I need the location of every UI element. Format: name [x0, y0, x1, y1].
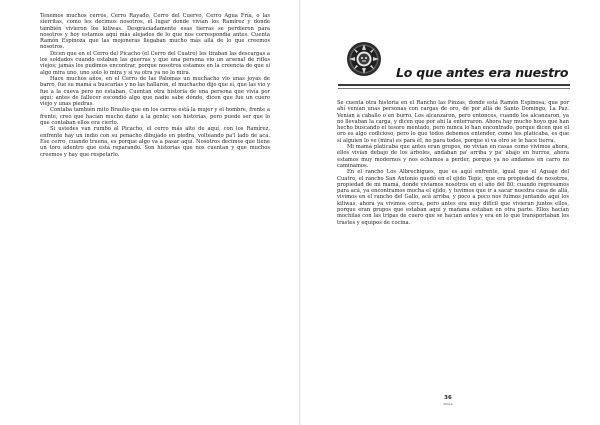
sun-stone-emblem-icon — [346, 41, 382, 77]
left-paragraph: Hace muchos años, en el Cerro de las Palomas un muchacho vio unas joyas de barro, fue su mamá a buscarlas y no las hallaron, el muchacho dijo que sí, que las vio y fue a la cueva pero no estaban. Cuentan otra historia de una persona que vivía por aquí; antes de fallecer escondió algo que nadie sabe dónde, dicen que fue un cuero viejo y unas piedras. — [40, 75, 270, 108]
right-paragraph: Mi mamá platicaba que antes eran grupos, no vivían en casas como vivimos ahora, ellos vivían debajo de los árboles, andaban pa' arriba y pa' abajo en burros, ahora estamos muy modernos y nos echamos a perder, porque ya no andamos en carro no caminamos. — [337, 144, 569, 169]
right-text-column — [337, 100, 569, 226]
left-text-column — [40, 13, 270, 158]
page-footer: kiliwa — [443, 402, 453, 406]
chapter-title: Lo que antes era nuestro — [396, 65, 569, 80]
title-rule-thin — [338, 88, 570, 89]
left-paragraph: Dicen que en el Cerro del Picacho (el Cerro del Cuatro) les tiraban las descargas a los soldados cuando estaban las guerras y que una persona vio un arsenal de rifles viejos; jamás los pudimos encontrar, porque nosotros estamos en la creencia de que si algo mira uno, uno solo lo mira y si va otra ya no lo mira. — [40, 50, 270, 76]
left-paragraph: Contaba también mito Braulio que en los cerros está la mujer y el hombre, frente a frente, creo que hacían mucho daño a la gente; son historias, pero puede ser que lo que contaban ellos era cierto. — [40, 107, 270, 127]
left-paragraph: Tenemos muchos cerros, Cerro Rayado, Cerro del Cuervo, Cerro Agua Fría, o las sierritas, como les decimos nosotros, el lugar donde vivían los Ramírez y donde también vivieron los kiliwas. Desgraciadamente esas tierras se perdieron para nosotros y hoy estamos aquí más alejados de lo que nos correspondía antes. Cuenta Ramón Espinoza que las mojoneras llegaban mucho más allá de lo que creemos nosotros. — [40, 13, 270, 51]
title-rule — [338, 84, 570, 86]
page-number: 36 — [444, 395, 452, 401]
right-paragraph: En el rancho Los Albrechigues, que es aquí enfrente, igual que el Aguaje del Cuatro, el rancho San Antonio quedó en el ejido Tepic, que era propiedad de nosotros, propiedad de mi mamá, donde vivíamos nosotros en el año del 80; cuando regresamos para acá, ya encontramos mocha el ejido, y tuvimos que ir a sacar nuestra casa de allá, vivimos en el rancho del Gallo, acá arriba, y poco a poco nos fuimos juntando aquí los kiliwas, ahora ya vivimos cerca, pero antes era muy difícil que vivieran juntos ellos, porque eran grupos que estaban aquí y mañana estaban en otra parte. Ellos hacían mochilas con las tripas de cuero que se hacían antes y era en lo que transportaban los trastes y equipos de cocina. — [337, 169, 569, 226]
right-page — [300, 0, 600, 425]
left-paragraph: Si ustedes van rumbo al Picacho, el cerro más alto de aquí, con los Ramírez, enfrente hay un indio con su penacho dibujado en piedra, volteando pa'l lado de acá. Ese cerro, cuando truena, es porque algo va a pasar aquí. Nosotros decimos que tiene un toro adentro que está reparando. Son historias que nos cuentan y que muchos creemos y hay que respetarlo. — [40, 126, 270, 158]
right-paragraph: Se cuenta otra historia en el Rancho las Pinzas, donde está Ramón Espinosa; que por ahí venían unas personas con cargas de oro, de por allá de Santo Domingo, La Paz. Venían a caballo o en burro. Los alcanzaron, pero entonces, cuando los alcanzaron, ya no llevaban la carga, y dicen que por ahí la enterraron. Ahora hay mucho hoyo que han hecho buscando el tesoro mentado, pero nunca lo han encontrado, porque dicen que el oro es algo codicioso, pero lo que todos debemos entender, como les platicaba, es que si alguien lo ve (mira) es para él, no para todos, porque si va otro se le hace tierra. — [337, 100, 569, 144]
